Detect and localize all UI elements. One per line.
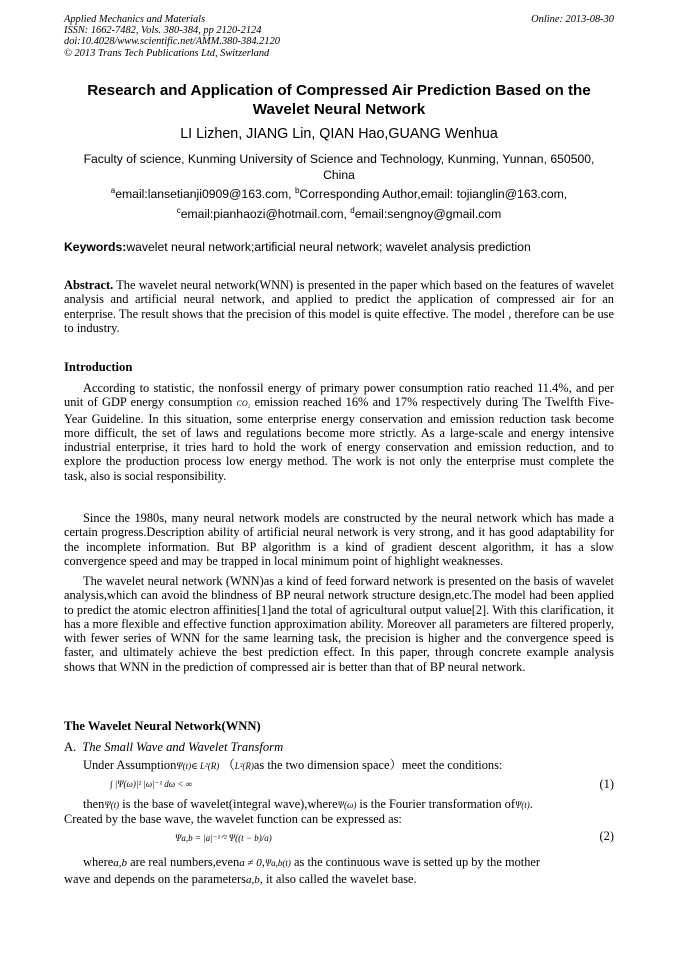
affiliation-line-1: Faculty of science, Kunming University of Science and Technology, Kunming, Yunnan, 650500,	[83, 152, 595, 166]
email-b: Corresponding Author,email: tojianglin@163.com,	[299, 187, 568, 201]
abstract-label: Abstract.	[64, 278, 114, 292]
intro-paragraph-2: Since the 1980s, many neural network models are constructed by the neural network which has made a certain progress.Description ability of artificial neural network is very strong, and it has good adaptability for the incomplete information. But BP algorithm is a kind of gradient descent algorithm, it has a slow convergence speed and may be trapped in local minimum point of highlight weaknesses.	[64, 511, 614, 568]
copyright-line: © 2013 Trans Tech Publications Ltd, Switzerland	[64, 47, 270, 59]
line5-b: , it also called the wavelet base.	[259, 872, 417, 886]
doi-line: doi:10.4028/www.scientific.net/AMM.380-384.2120	[64, 36, 280, 48]
wnn-heading: The Wavelet Neural Network(WNN)	[64, 719, 261, 733]
emails-line-2	[40, 206, 638, 222]
title-line-1: Research and Application of Compressed Air Prediction Based on the	[87, 82, 591, 99]
paper-title	[40, 82, 638, 119]
assumption-a: Under Assumption	[83, 758, 177, 772]
assumption-math: Ψ(t)∈ L²(R)	[176, 761, 220, 771]
intro-paragraph-3: The wavelet neural network (WNN)as a kind of feed forward network is presented on the basis of wavelet analysis,which can avoid the blindness of BP neural network structure design,etc.The model had been applied to predict the atomic electron affinities[1]and the total of agricultural output value[2]. With this clarification, it has a more flexible and effective function approximation ability. Moreover all parameters are filtered properly, with fewer series of WNN for the same learning task, the precision is higher and the convergence speed is faster, and ultimately achieve the best prediction effect. In this paper, through concrete example analysis shows that WNN in the prediction of compressed air is better than that of BP neural network.	[64, 574, 614, 674]
assumption-line	[64, 758, 614, 773]
ab-symbol: a,b	[113, 857, 128, 869]
intro-p1-b: emission reached 16% and 17% respectively during The Twelfth Five-Year Guideline. In this situation, some enterprise energy conservation and emission reduction task become more difficult, the set of laws and regulations become more strictly. As a large-scale and energy intensive industrial enterprise, it tries hard to hold the work of energy conservation and emission reduction, and to explore the production process low energy method. The work is not only the enterprise must complete the task, also is social responsibility.	[64, 395, 614, 483]
affiliation	[40, 151, 638, 183]
authors: LI Lizhen, JIANG Lin, QIAN Hao,GUANG Wenhua	[180, 126, 498, 142]
equation-2: Ψa,b = |a|⁻¹ᐟ² Ψ((t − b)/a)	[175, 833, 272, 843]
ab-symbol-2: a,b	[246, 874, 260, 886]
parameters-line	[64, 855, 614, 870]
wavelet-base-line	[64, 872, 614, 887]
keywords	[64, 239, 624, 255]
issn-line: ISSN: 1662-7482, Vols. 380-384, pp 2120-2124	[64, 25, 262, 37]
journal-name: Applied Mechanics and Materials	[64, 14, 206, 25]
psi-omega-symbol: Ψ(ω)	[337, 800, 357, 810]
email-d: email:sengnoy@gmail.com	[354, 207, 502, 221]
psi-t-symbol: Ψ(t)	[104, 800, 120, 810]
equation-1-number: (1)	[599, 777, 614, 791]
email-a-mark: a	[110, 185, 116, 195]
keywords-label: Keywords:	[64, 240, 127, 254]
intro-paragraph-1	[64, 381, 614, 483]
subsection-a	[64, 740, 283, 755]
line4-b: are real numbers,even	[127, 855, 240, 869]
title-line-2: Wavelet Neural Network	[252, 100, 426, 118]
abstract	[64, 278, 614, 335]
line2-b: is the base of wavelet(integral wave),where	[119, 797, 338, 811]
base-wavelet-line	[64, 797, 614, 812]
line2-a: then	[83, 797, 105, 811]
email-c-mark: c	[176, 205, 181, 215]
introduction-heading: Introduction	[64, 360, 133, 374]
psi-ab-symbol: Ψa,b(t)	[264, 858, 291, 868]
equation-2-number: (2)	[599, 829, 614, 843]
email-c: email:pianhaozi@hotmail.com,	[180, 207, 351, 221]
wavelet-function-line: Created by the base wave, the wavelet function can be expressed as:	[64, 812, 402, 826]
abstract-text: The wavelet neural network(WNN) is presented in the paper which based on the features of wavelet analysis and artificial neural network, and applied to predict the application of compressed air for an enterprise. The result shows that the precision of this model is quite effective. The model , therefore can be use to industry.	[64, 278, 614, 335]
assumption-math-2: L²(R)	[234, 761, 254, 771]
co2-symbol: CO₂	[236, 399, 251, 409]
online-date: Online: 2013-08-30	[531, 14, 614, 25]
line2-d: .	[529, 797, 533, 811]
keywords-text: wavelet neural network;artificial neural network; wavelet analysis prediction	[126, 240, 531, 254]
line5-a: wave and depends on the parameters	[64, 872, 246, 886]
psi-t-symbol-2: Ψ(t)	[514, 800, 530, 810]
journal-header	[64, 14, 280, 59]
intro-p1-a: According to statistic, the nonfossil energy of primary power consumption ratio reached 11.4%, and per unit of GDP energy consumption	[64, 381, 614, 410]
subsection-title: The Small Wave and Wavelet Transform	[82, 740, 284, 754]
assumption-b: as the two dimension space）meet the conditions:	[253, 758, 503, 772]
line4-a: where	[83, 855, 114, 869]
assumption-paren: （	[222, 758, 235, 772]
a-not-zero: a ≠ 0	[239, 857, 262, 869]
email-d-mark: d	[350, 205, 355, 215]
line2-c: is the Fourier transformation of	[356, 797, 515, 811]
line4-d: as the continuous wave is setted up by the mother	[290, 855, 541, 869]
line4-c: ,	[261, 855, 265, 869]
equation-1: ∫ |Ψ(ω)|² |ω|⁻¹ dω < ∞	[110, 779, 193, 789]
emails-line-1	[40, 186, 638, 202]
email-a: email:lansetianji0909@163.com,	[115, 187, 295, 201]
affiliation-line-2: China	[323, 168, 355, 182]
email-b-mark: b	[294, 185, 300, 195]
subsection-label: A.	[64, 740, 77, 754]
